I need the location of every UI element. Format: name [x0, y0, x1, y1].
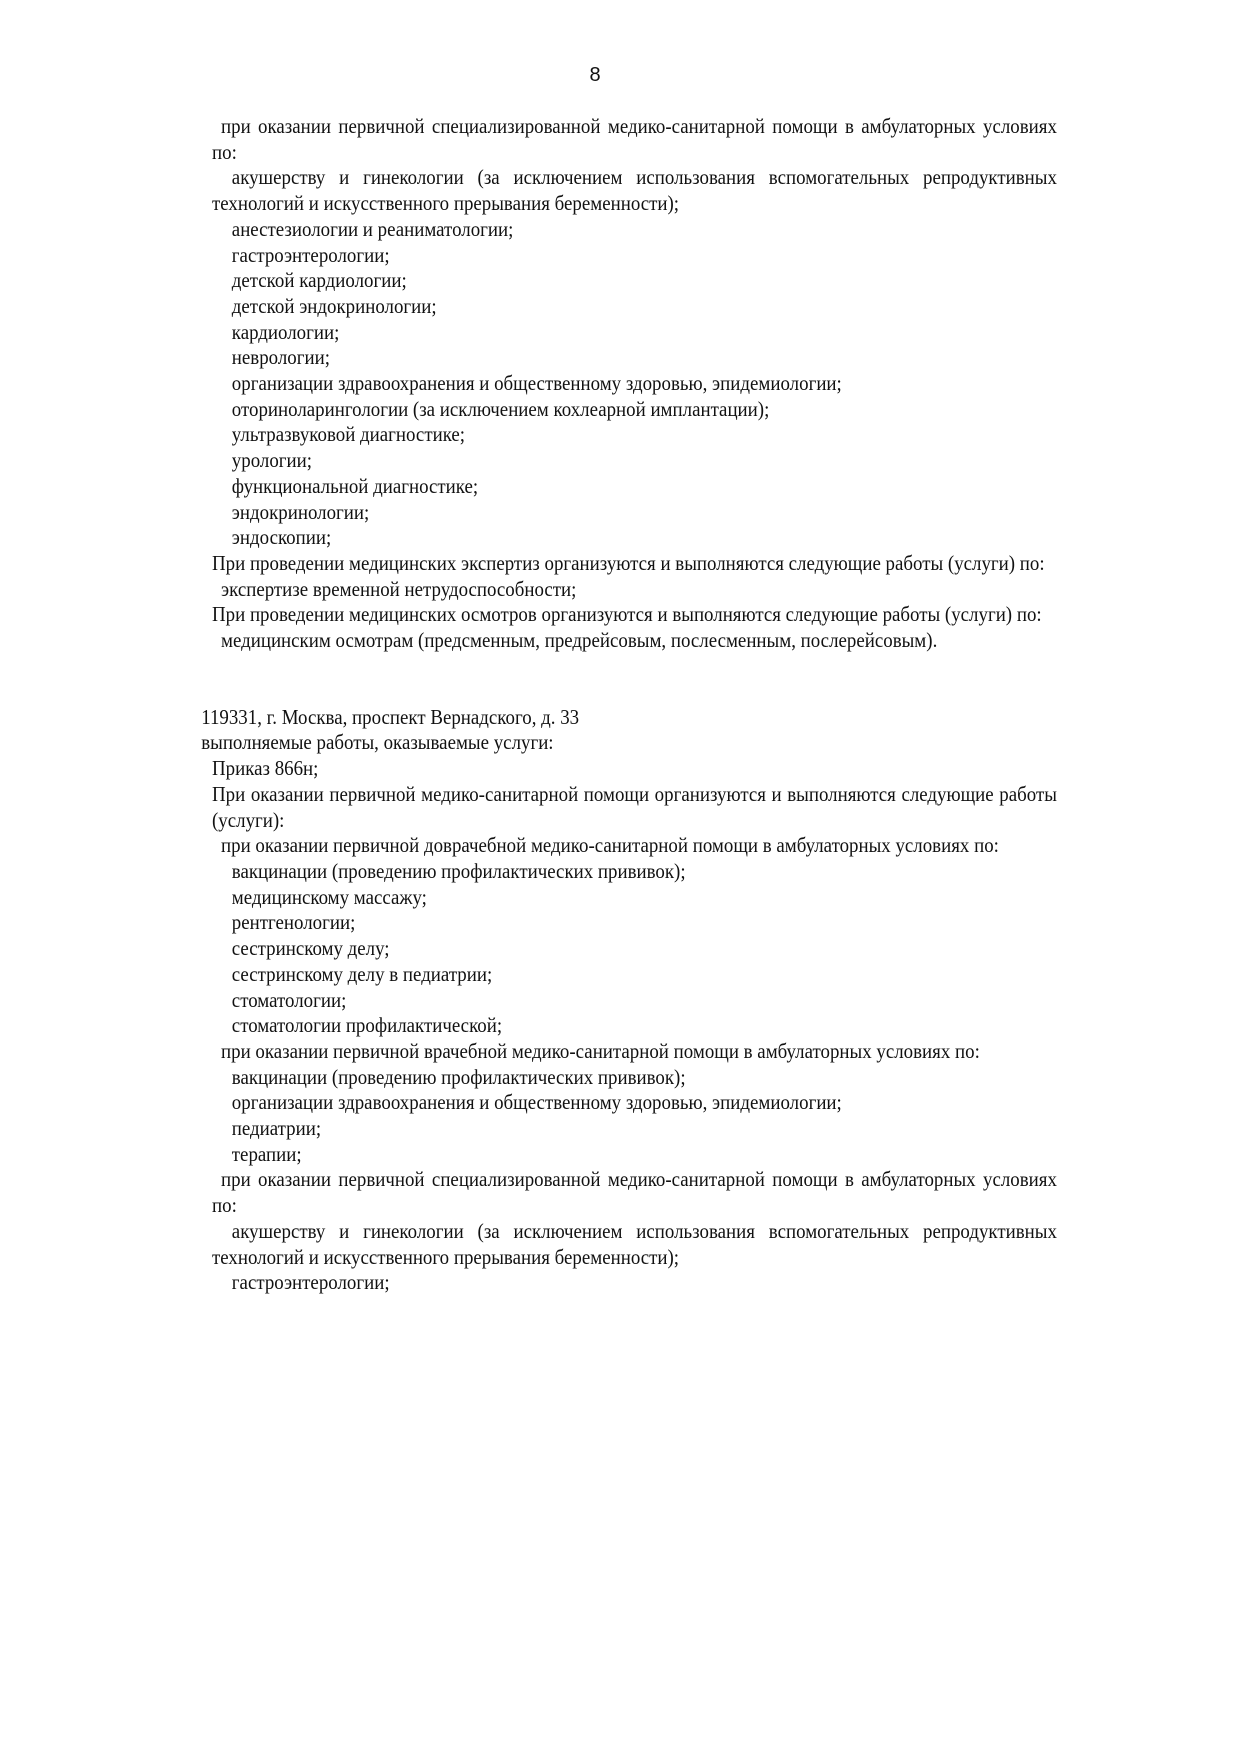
list-item: экспертизе временной нетрудоспособности;	[221, 576, 577, 601]
page-number: 8	[589, 64, 601, 86]
list-item: оториноларингологии (за исключением кохлеарной имплантации);	[231, 396, 770, 421]
subsection-header: при оказании первичной доврачебной медико-санитарной помощи в амбулаторных условиях по:	[221, 833, 999, 858]
list-item: кардиологии;	[231, 319, 340, 344]
list-item: сестринскому делу;	[231, 936, 390, 961]
list-item: эндокринологии;	[231, 499, 370, 524]
section-header: При оказании первичной медико-санитарной помощи организуются и выполняются следующие работы (услуги):	[212, 781, 1057, 832]
list-item: акушерству и гинекологии (за исключением использования вспомогательных репродуктивных технологий и искусственного прерывания беременности);	[212, 1218, 1057, 1269]
order-reference: Приказ 866н;	[212, 756, 319, 781]
list-item: вакцинации (проведению профилактических прививок);	[231, 858, 686, 883]
works-label: выполняемые работы, оказываемые услуги:	[201, 730, 554, 755]
list-item: педиатрии;	[231, 1116, 322, 1141]
list-item: урологии;	[231, 448, 313, 473]
list-item: вакцинации (проведению профилактических прививок);	[231, 1064, 686, 1089]
list-item: функциональной диагностике;	[231, 473, 479, 498]
list-item: анестезиологии и реаниматологии;	[231, 216, 514, 241]
list-item: гастроэнтерологии;	[231, 1270, 390, 1295]
section-header: При проведении медицинских экспертиз организуются и выполняются следующие работы (услуги) по:	[212, 550, 1045, 575]
list-item: стоматологии профилактической;	[231, 1013, 503, 1038]
list-item: терапии;	[231, 1141, 302, 1166]
list-item: медицинским осмотрам (предсменным, предрейсовым, послесменным, послерейсовым).	[221, 628, 938, 653]
section-header: При проведении медицинских осмотров организуются и выполняются следующие работы (услуги) по:	[212, 602, 1042, 627]
list-item: акушерству и гинекологии (за исключением использования вспомогательных репродуктивных технологий и искусственного прерывания беременности);	[212, 165, 1057, 216]
list-item: эндоскопии;	[231, 525, 332, 550]
document-body	[201, 114, 1057, 1296]
subsection-header: при оказании первичной специализированной медико-санитарной помощи в амбулаторных условиях по:	[212, 1167, 1057, 1218]
list-item: детской кардиологии;	[231, 268, 407, 293]
block-separator	[212, 654, 1057, 705]
list-item: организации здравоохранения и общественному здоровью, эпидемиологии;	[231, 371, 842, 396]
list-item: ультразвуковой диагностике;	[231, 422, 466, 447]
list-item: рентгенологии;	[231, 910, 356, 935]
list-item: гастроэнтерологии;	[231, 242, 390, 267]
list-item: неврологии;	[231, 345, 330, 370]
list-item: медицинскому массажу;	[231, 884, 427, 909]
list-item: стоматологии;	[231, 987, 347, 1012]
subsection-header: при оказании первичной врачебной медико-санитарной помощи в амбулаторных условиях по:	[221, 1038, 980, 1063]
list-item: организации здравоохранения и общественному здоровью, эпидемиологии;	[231, 1090, 842, 1115]
list-item: детской эндокринологии;	[231, 293, 437, 318]
address-line: 119331, г. Москва, проспект Вернадского, д. 33	[201, 704, 580, 729]
text-block	[201, 114, 1057, 1296]
list-item: сестринскому делу в педиатрии;	[231, 961, 493, 986]
section-header: при оказании первичной специализированной медико-санитарной помощи в амбулаторных условиях по:	[212, 114, 1057, 164]
